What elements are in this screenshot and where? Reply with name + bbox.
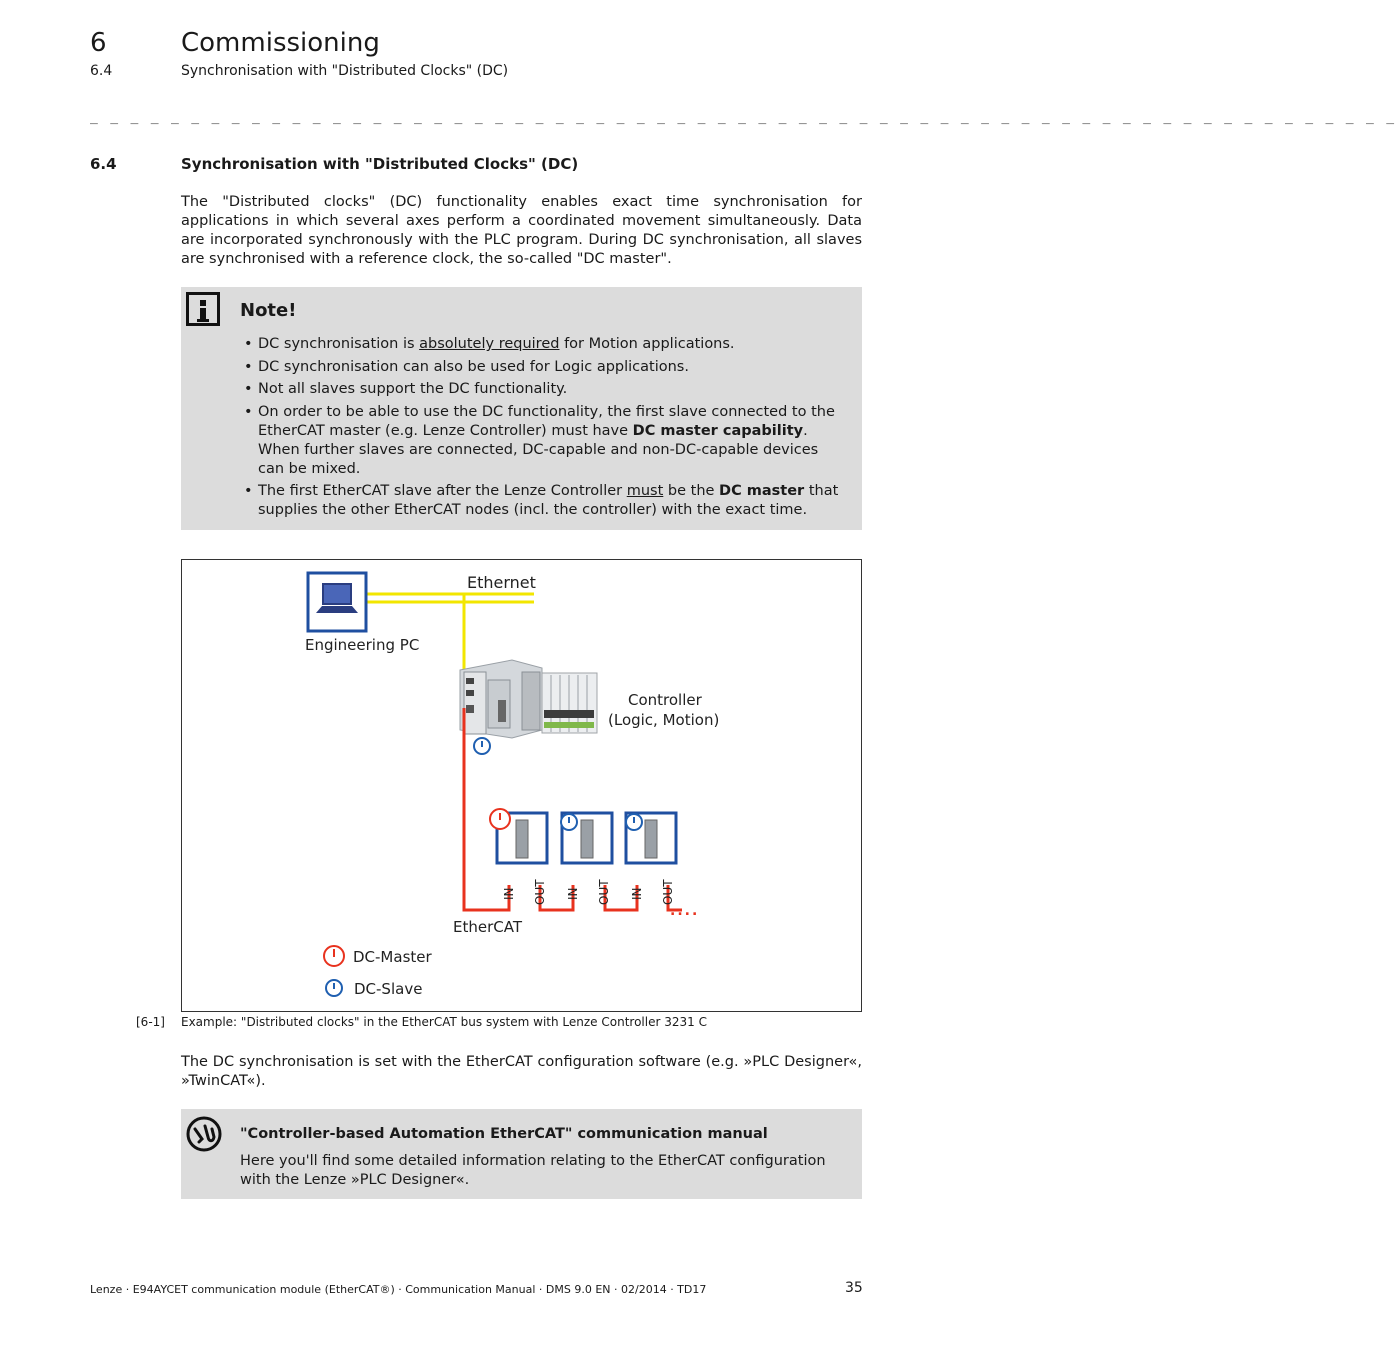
heading-number: 6.4 — [90, 155, 117, 173]
note-item: • The first EtherCAT slave after the Lenze Controller must be the DC master that supplies the other EtherCAT nodes (incl. the controller) with the exact time. — [240, 482, 840, 520]
ethernet-label: Ethernet — [467, 573, 536, 592]
intro-paragraph: The "Distributed clocks" (DC) functionality enables exact time synchronisation for applications in which several axes perform a coordinated movement simultaneously. Data are incorporated synchronously with the PLC program. During DC synchronisation, all slaves are synchronised with a reference clock, the so-called "DC master". — [181, 194, 862, 267]
controller-label-line2: (Logic, Motion) — [608, 711, 720, 729]
note-box — [181, 287, 862, 530]
heading-title: Synchronisation with "Distributed Clocks" (DC) — [181, 155, 579, 173]
legend-dc-slave: DC-Slave — [354, 980, 423, 998]
device-2-port-out: OUT — [597, 879, 611, 905]
page-number: 35 — [845, 1280, 863, 1296]
dc-master-legend-icon — [324, 946, 344, 966]
ethercat-label: EtherCAT — [453, 918, 522, 936]
info-icon — [186, 292, 220, 326]
manual-reference-icon — [185, 1115, 223, 1153]
section-title: Synchronisation with "Distributed Clocks" (DC) — [181, 63, 509, 79]
legend-dc-master: DC-Master — [353, 948, 432, 966]
device-3-port-in: IN — [630, 887, 644, 900]
config-paragraph: The DC synchronisation is set with the EtherCAT configuration software (e.g. »PLC Designer«, »TwinCAT«). — [181, 1054, 862, 1089]
diagram-svg — [182, 560, 861, 1011]
controller-image — [460, 660, 597, 738]
manual-reference-title: "Controller-based Automation EtherCAT" communication manual — [240, 1126, 768, 1142]
svg-text:....: .... — [670, 903, 700, 919]
manual-reference-text: Here you'll find some detailed information relating to the EtherCAT configuration with the Lenze »PLC Designer«. — [240, 1153, 826, 1188]
chapter-title: Commissioning — [181, 28, 380, 58]
manual-reference-box — [181, 1109, 862, 1199]
engineering-pc-label: Engineering PC — [305, 636, 420, 654]
dc-slave-clock-icon — [474, 738, 490, 754]
note-item: • On order to be able to use the DC functionality, the first slave connected to the EtherCAT master (e.g. Lenze Controller) must have DC master capability. When further slaves are connected, DC-capable and non-DC-capable devices can be mixed. — [240, 403, 840, 479]
section-number: 6.4 — [90, 63, 113, 79]
device-1-port-out: OUT — [533, 879, 547, 905]
note-title: Note! — [240, 300, 297, 321]
note-list — [240, 335, 840, 524]
chapter-number: 6 — [90, 28, 107, 58]
ethercat-slave-device-1 — [490, 809, 547, 863]
controller-label-line1: Controller — [628, 691, 702, 709]
device-3-port-out: OUT — [661, 879, 675, 905]
figure-caption: Example: "Distributed clocks" in the EtherCAT bus system with Lenze Controller 3231 C — [181, 1015, 707, 1029]
ethercat-slave-device-2 — [561, 813, 612, 863]
note-item: • Not all slaves support the DC functionality. — [240, 380, 840, 399]
device-1-port-in: IN — [502, 887, 516, 900]
laptop-icon — [308, 573, 366, 631]
header-separator: _ _ _ _ _ _ _ _ _ _ _ _ _ _ _ _ _ _ _ _ _ _ _ _ _ _ _ _ _ _ _ _ _ _ _ _ _ _ _ _ _ _ _ _ _ _ _ _ _ _ _ _ _ _ _ _ _ _ _ _ _ _ _ _ _ — [90, 110, 1396, 125]
dc-slave-legend-icon — [326, 980, 342, 996]
ethercat-dc-diagram — [181, 559, 862, 1012]
ethercat-slave-device-3 — [626, 813, 676, 863]
note-item: • DC synchronisation is absolutely required for Motion applications. — [240, 335, 840, 354]
note-item: • DC synchronisation can also be used for Logic applications. — [240, 358, 840, 377]
figure-caption-number: [6-1] — [136, 1015, 165, 1029]
footer-text: Lenze · E94AYCET communication module (EtherCAT®) · Communication Manual · DMS 9.0 EN · 02/2014 · TD17 — [90, 1283, 707, 1296]
device-2-port-in: IN — [566, 887, 580, 900]
